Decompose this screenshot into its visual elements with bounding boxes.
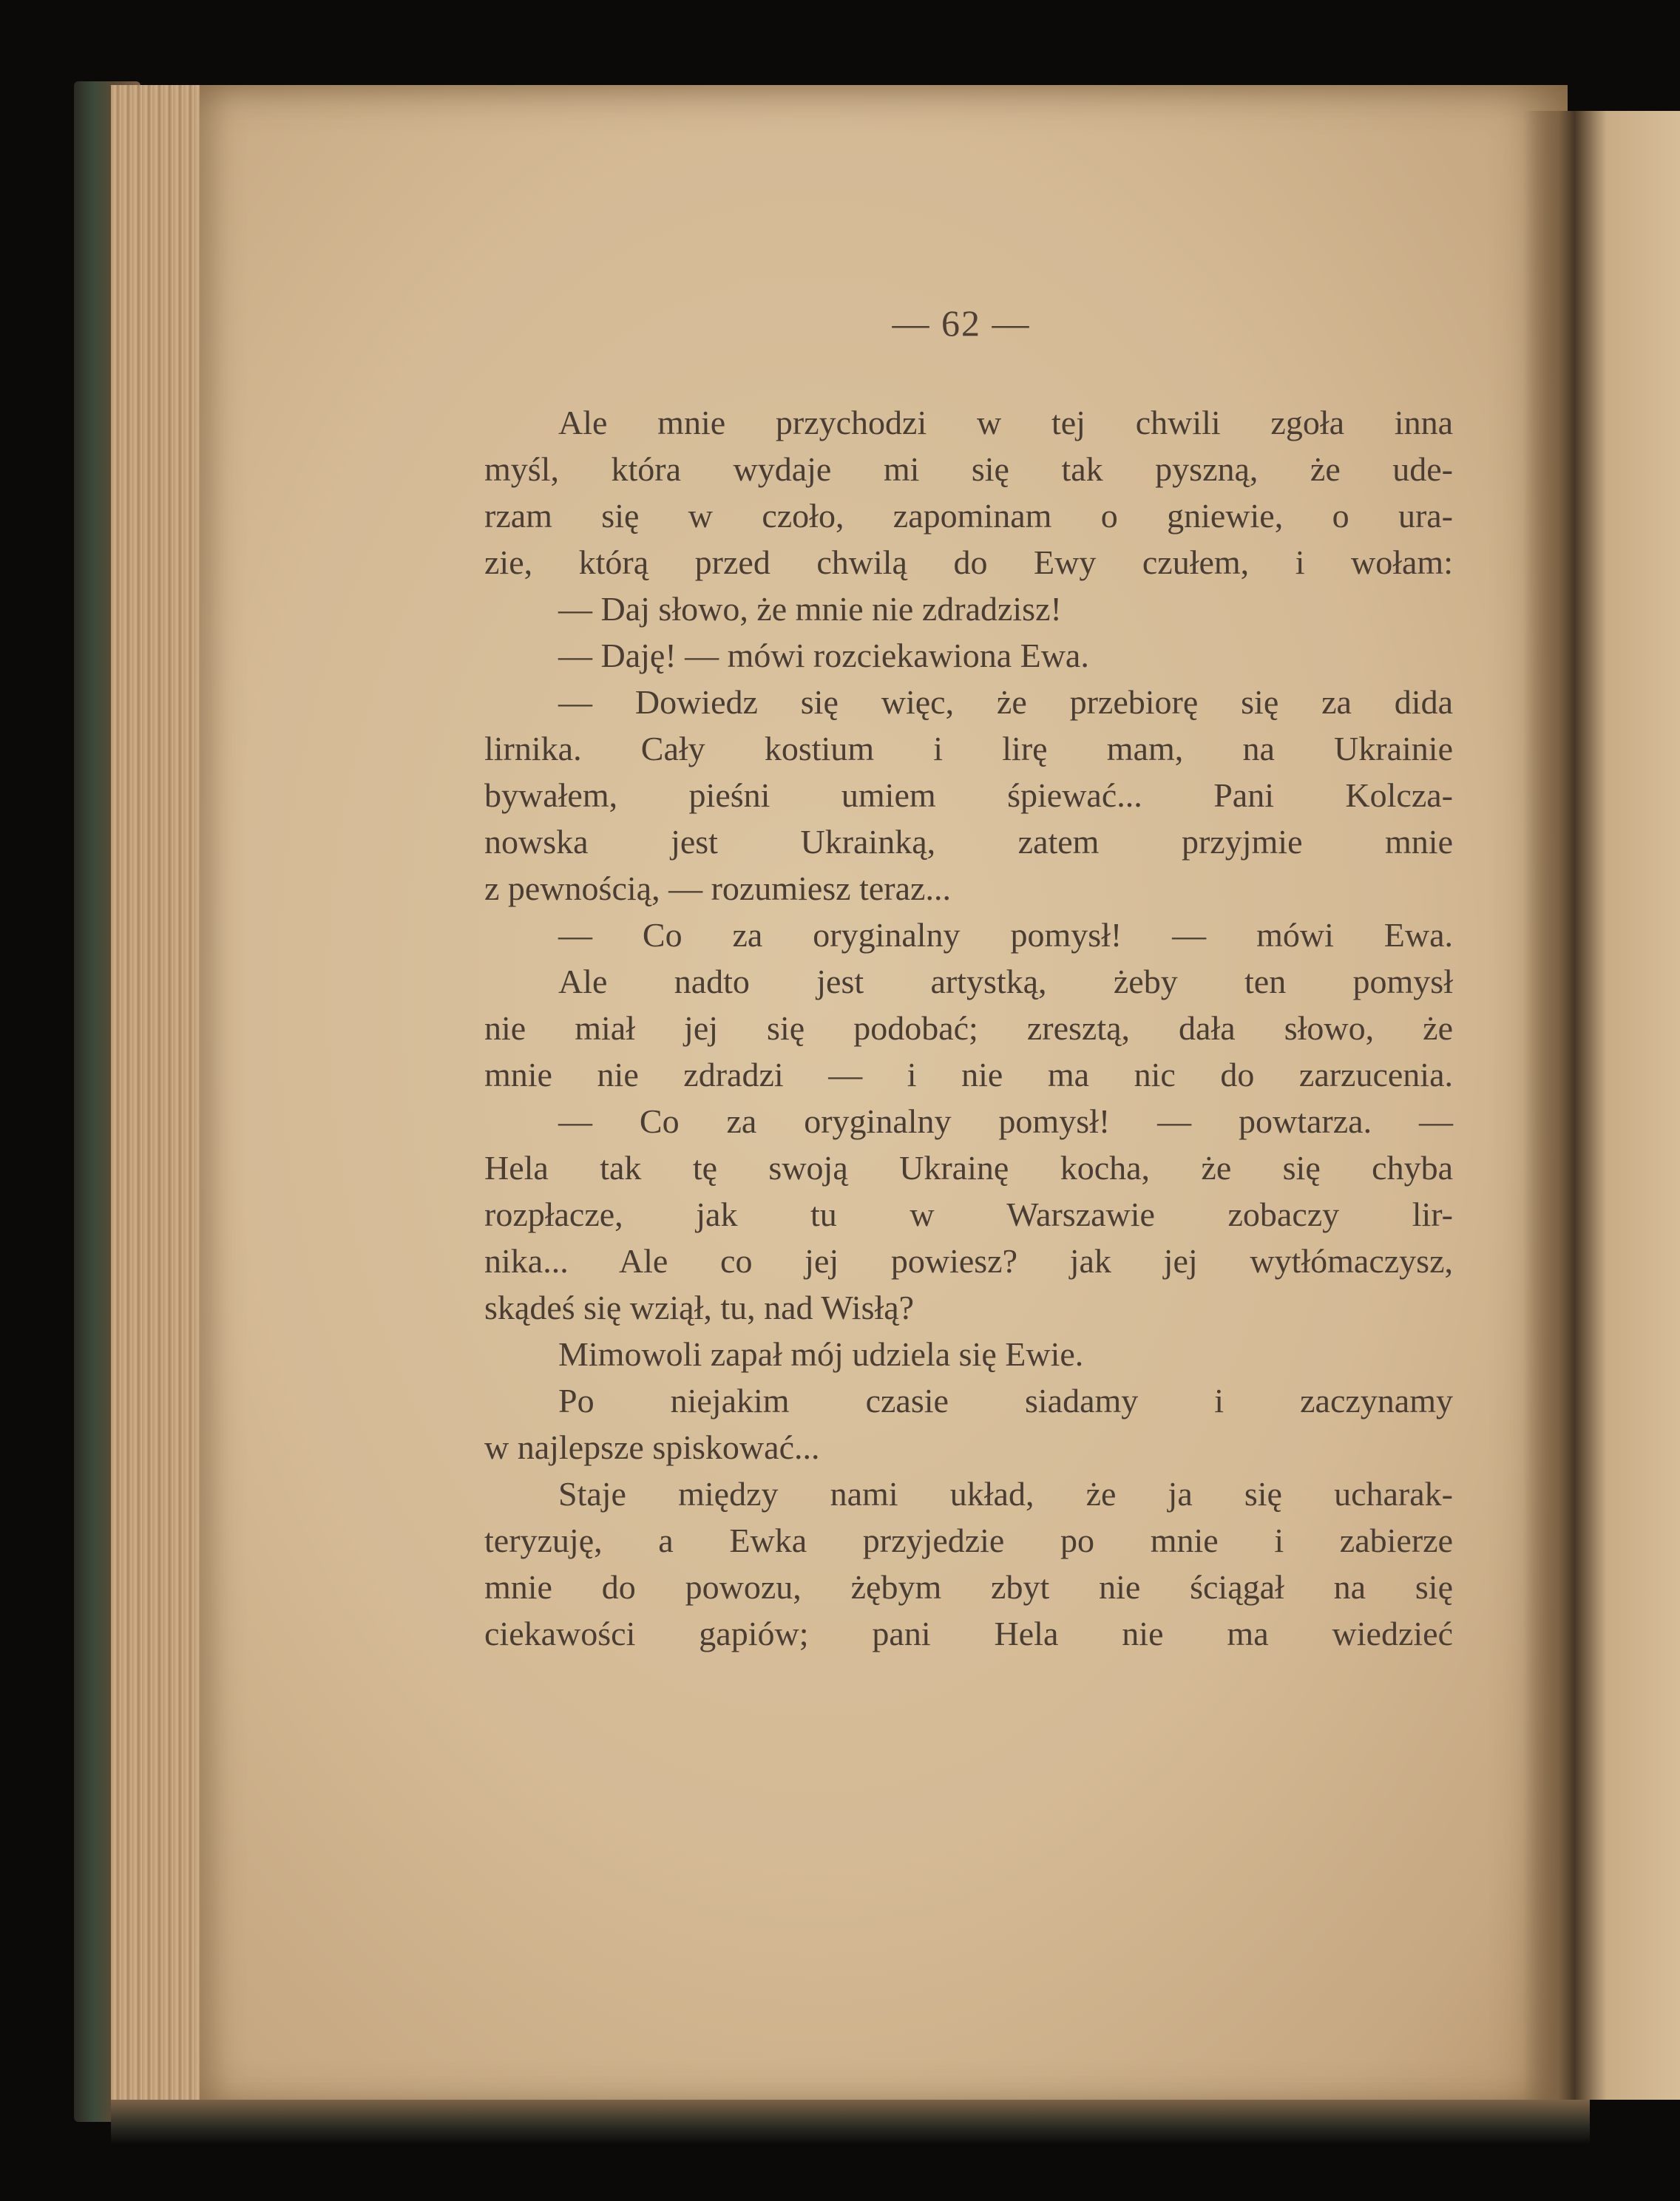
text-line: mnie do powozu, żębym zbyt nie ściągał na się — [484, 1568, 1453, 1606]
text-line: Ale nadto jest artystką, żeby ten pomysł — [558, 963, 1453, 1000]
text-line: zie, którą przed chwilą do Ewy czułem, i wołam: — [484, 543, 1453, 581]
text-line: rozpłacze, jak tu w Warszawie zobaczy lir- — [484, 1196, 1453, 1233]
text-line: Ale mnie przychodzi w tej chwili zgoła inna — [558, 404, 1453, 441]
page-number: — 62 — — [892, 302, 1031, 344]
facing-page-edge — [1575, 111, 1680, 2100]
page-text — [484, 399, 1453, 1657]
text-line: rzam się w czoło, zapominam o gniewie, o ura- — [484, 497, 1453, 535]
text-line: Po niejakim czasie siadamy i zaczynamy — [558, 1382, 1453, 1420]
text-line: myśl, która wydaje mi się tak pyszną, że ude- — [484, 450, 1453, 488]
text-line: — Daję! — mówi rozciekawiona Ewa. — [558, 637, 1089, 674]
text-line: — Co za oryginalny pomysł! — powtarza. — — [558, 1102, 1453, 1140]
text-line: Hela tak tę swoją Ukrainę kocha, że się chyba — [484, 1149, 1453, 1187]
text-line: nie miał jej się podobać; zresztą, dała słowo, że — [484, 1009, 1453, 1047]
text-line: z pewnością, — rozumiesz teraz... — [484, 869, 951, 907]
text-line: — Dowiedz się więc, że przebiorę się za dida — [558, 683, 1453, 721]
book-gutter — [1523, 111, 1582, 2107]
text-line: lirnika. Cały kostium i lirę mam, na Ukrainie — [484, 730, 1453, 767]
text-line: — Co za oryginalny pomysł! — mówi Ewa. — [558, 916, 1453, 954]
text-line: Mimowoli zapał mój udziela się Ewie. — [558, 1335, 1084, 1373]
text-line: w najlepsze spiskować... — [484, 1428, 820, 1466]
text-line: mnie nie zdradzi — i nie ma nic do zarzucenia. — [484, 1056, 1453, 1093]
text-line: teryzuję, a Ewka przyjedzie po mnie i zabierze — [484, 1522, 1453, 1559]
text-line: skądeś się wziął, tu, nad Wisłą? — [484, 1289, 915, 1326]
text-line: ciekawości gapiów; pani Hela nie ma wiedzieć — [484, 1615, 1453, 1652]
text-line: bywałem, pieśni umiem śpiewać... Pani Kolcza- — [484, 776, 1453, 814]
text-line: nowska jest Ukrainką, zatem przyjmie mnie — [484, 823, 1453, 861]
text-line: — Daj słowo, że mnie nie zdradzisz! — [558, 590, 1062, 628]
text-line: Staje między nami układ, że ja się ucharak- — [558, 1475, 1453, 1513]
text-line: nika... Ale co jej powiesz? jak jej wytłómaczysz, — [484, 1242, 1453, 1280]
book-cover-bottom — [111, 2100, 1590, 2144]
